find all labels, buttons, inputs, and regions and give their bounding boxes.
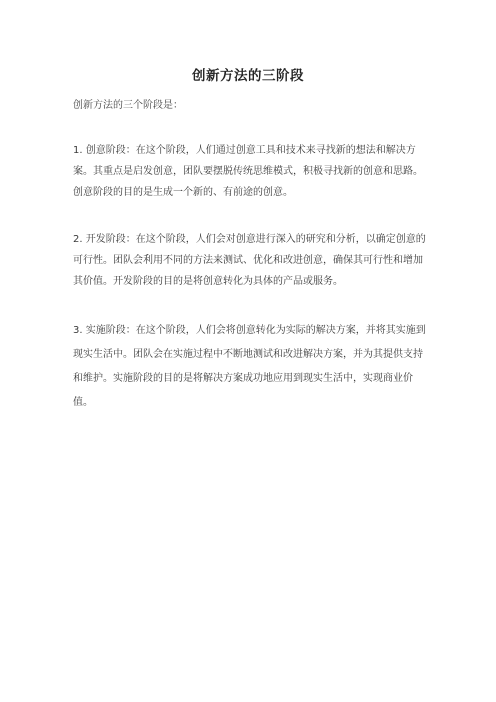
paragraph-development-stage: 2. 开发阶段：在这个阶段，人们会对创意进行深入的研究和分析，以确定创意的可行性。团队会利用不同的方法来测试、优化和改进创意，确保其可行性和增加其价值。开发阶段的目的是将创意转化为具体的产品或服务。 bbox=[73, 234, 426, 287]
intro-text: 创新方法的三个阶段是： bbox=[73, 100, 183, 111]
paragraph-implementation-stage: 3. 实施阶段：在这个阶段，人们会将创意转化为实际的解决方案，并将其实施到现实生活中。团队会在实施过程中不断地测试和改进解决方案，并为其提供支持和维护。实施阶段的目的是将解决方案成功地应用到现实生活中，实现商业价值。 bbox=[73, 325, 426, 408]
paragraph-ideation-stage: 1. 创意阶段：在这个阶段，人们通过创意工具和技术来寻找新的想法和解决方案。其重点是启发创意，团队要摆脱传统思维模式，积极寻找新的创意和思路。创意阶段的目的是生成一个新的、有前途的创意。 bbox=[73, 145, 423, 198]
document-title: 创新方法的三阶段 bbox=[192, 68, 304, 84]
